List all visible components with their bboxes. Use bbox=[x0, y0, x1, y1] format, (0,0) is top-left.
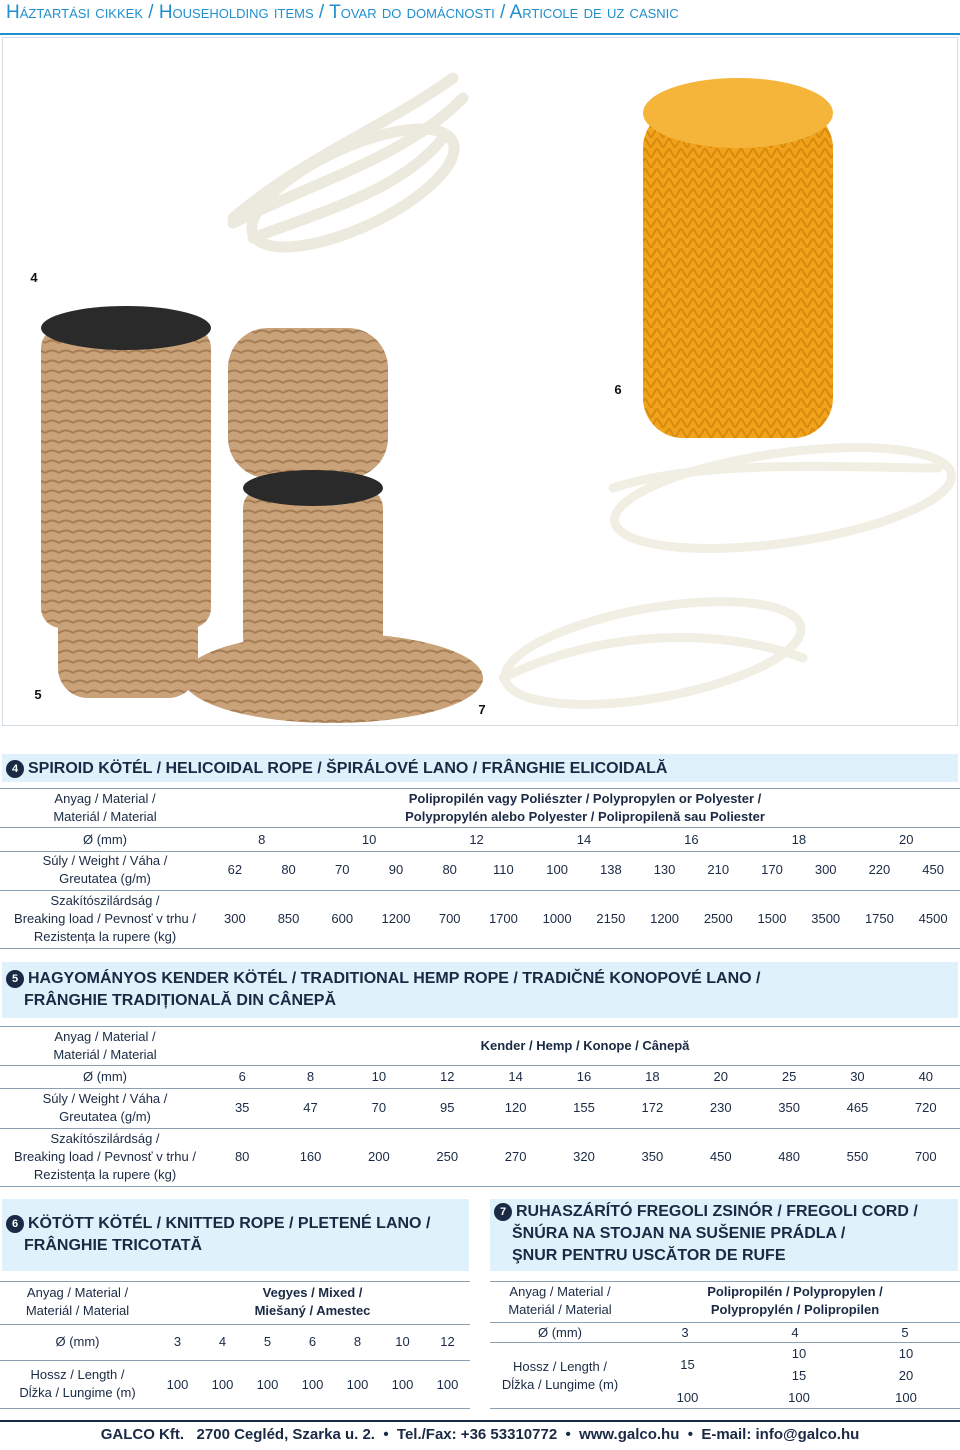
s4-material-line1: Polipropilén vagy Poliészter / Polypropylen or Polyester / bbox=[408, 791, 762, 806]
s4-load-cell: 1200 bbox=[381, 911, 411, 926]
s4-weight-cell: 80 bbox=[442, 862, 457, 877]
s4-weight-cell: 450 bbox=[922, 862, 944, 877]
s4-diameter-cell: 10 bbox=[361, 832, 377, 847]
section-7-number: 7 bbox=[494, 1203, 512, 1221]
s5-load-cell: 550 bbox=[846, 1149, 869, 1164]
s5-load-cell: 250 bbox=[436, 1149, 459, 1164]
s4-diameter-cell: 8 bbox=[258, 832, 266, 847]
photo-marker-5: 5 bbox=[27, 683, 49, 705]
section-5-rule-3 bbox=[0, 1128, 960, 1129]
s6-diameter-cell: 3 bbox=[173, 1334, 182, 1349]
section-4-rule-top bbox=[0, 788, 960, 789]
s6-diameter-cell: 12 bbox=[440, 1334, 455, 1349]
s5-diameter-cell: 40 bbox=[918, 1069, 934, 1084]
s4-weight-cell: 90 bbox=[388, 862, 404, 877]
section-6-title-line1: KÖTÖTT KÖTÉL / KNITTED ROPE / PLETENÉ LANO / bbox=[28, 1215, 431, 1232]
s6-length-label bbox=[0, 1366, 155, 1402]
s7-material-label-line2: Materiál / Material bbox=[508, 1302, 612, 1317]
section-6-rule-1 bbox=[0, 1324, 470, 1325]
s6-material-line1: Vegyes / Mixed / bbox=[262, 1285, 363, 1300]
section-7-rule-2 bbox=[490, 1342, 960, 1343]
section-4-rule-3 bbox=[0, 890, 960, 891]
s6-length-cell: 100 bbox=[301, 1377, 324, 1392]
s5-weight-cell: 720 bbox=[914, 1100, 937, 1115]
s4-load-cell: 1000 bbox=[542, 911, 572, 926]
s5-weight-cell: 120 bbox=[504, 1100, 527, 1115]
section-7-title-line3: ŞNUR PENTRU USCĂTOR DE RUFE bbox=[512, 1247, 786, 1264]
s4-load-cell: 850 bbox=[277, 911, 300, 926]
s6-material-label-line2: Materiál / Material bbox=[25, 1303, 130, 1318]
s4-weight-cell: 138 bbox=[600, 862, 622, 877]
s5-diameter-cell: 30 bbox=[850, 1069, 865, 1084]
s4-load-cell: 1750 bbox=[864, 911, 894, 926]
s4-weight-cell: 220 bbox=[868, 862, 891, 877]
s5-load-label bbox=[0, 1130, 210, 1184]
section-7-rule-bottom bbox=[490, 1408, 960, 1409]
yellow-rope-photo bbox=[643, 78, 833, 438]
photo-marker-6: 6 bbox=[607, 378, 629, 400]
s4-weight-label-line2: Greutatea (g/m) bbox=[59, 871, 151, 886]
section-5-rule-top bbox=[0, 1026, 960, 1027]
s4-diameter-cell: 14 bbox=[576, 832, 592, 847]
s6-diameter-cell: 4 bbox=[218, 1334, 227, 1349]
photo-marker-4: 4 bbox=[23, 266, 45, 288]
s7-length-3mm: 15 bbox=[680, 1357, 695, 1372]
s4-load-cell: 2500 bbox=[703, 911, 733, 926]
s5-weight-cell: 230 bbox=[709, 1100, 732, 1115]
s5-weight-cell: 70 bbox=[371, 1100, 387, 1115]
footer-phone: Tel./Fax: +36 53310772 bbox=[396, 1426, 558, 1443]
s4-material-label-line2: Materiál / Material bbox=[53, 809, 157, 824]
s5-load-label-line1: Szakítószilárdság / bbox=[50, 1131, 160, 1146]
header-rule bbox=[0, 33, 960, 35]
s4-diameter-cell: 16 bbox=[684, 832, 699, 847]
section-6-title-band bbox=[2, 1199, 469, 1271]
s4-load-cell: 3500 bbox=[811, 911, 841, 926]
s7-length-subcell: 15 bbox=[791, 1368, 807, 1383]
section-7-rule-1 bbox=[490, 1322, 960, 1323]
s7-length-subcell: 20 bbox=[898, 1368, 914, 1383]
s5-diameter-label: Ø (mm) bbox=[82, 1069, 128, 1084]
s5-diameter-cell: 14 bbox=[508, 1069, 523, 1084]
s6-diameter-cell: 10 bbox=[395, 1334, 410, 1349]
s6-material-line2: Miešaný / Amestec bbox=[254, 1303, 371, 1318]
s4-weight-label bbox=[0, 852, 210, 888]
s4-load-cell: 2150 bbox=[596, 911, 626, 926]
s5-diameter-cell: 16 bbox=[576, 1069, 592, 1084]
s5-diameter-cell: 6 bbox=[238, 1069, 246, 1084]
s4-material-line2: Polypropylén alebo Polyester / Polipropilenă sau Poliester bbox=[405, 809, 765, 824]
s5-weight-cell: 155 bbox=[573, 1100, 595, 1115]
s4-load-label-line2: Breaking load / Pevnosť v trhu / bbox=[14, 911, 196, 926]
s4-load-cell: 1500 bbox=[757, 911, 787, 926]
s5-diameter-cell: 25 bbox=[781, 1069, 797, 1084]
s6-diameter-cell: 8 bbox=[353, 1334, 362, 1349]
s4-weight-cell: 110 bbox=[493, 862, 514, 877]
s4-weight-cell: 70 bbox=[335, 862, 350, 877]
s7-material-label-line1: Anyag / Material / bbox=[509, 1284, 611, 1299]
s5-weight-cell: 465 bbox=[846, 1100, 869, 1115]
page-title: Háztartási cikkek / Householding items / Tovar do domácnosti / Articole de uz casnic bbox=[6, 2, 679, 23]
s6-diameter-cell: 5 bbox=[263, 1334, 272, 1349]
s5-diameter-cell: 10 bbox=[371, 1069, 387, 1084]
s6-material-label-line1: Anyag / Material / bbox=[26, 1285, 129, 1300]
s5-load-cell: 320 bbox=[573, 1149, 595, 1164]
section-5-rule-bottom bbox=[0, 1186, 960, 1187]
footer-contact: GALCO Kft. 2700 Cegléd, Szarka u. 2. • Tel./Fax: +36 53310772 • www.galco.hu • E-mail: info@galco.hu bbox=[100, 1426, 860, 1443]
s7-material-line2: Polypropylén / Polipropilen bbox=[710, 1302, 880, 1317]
s5-diameter-cell: 18 bbox=[645, 1069, 660, 1084]
s4-load-cell: 4500 bbox=[918, 911, 948, 926]
s4-load-label-line3: Rezistența la rupere (kg) bbox=[33, 929, 177, 944]
s5-weight-cell: 35 bbox=[234, 1100, 250, 1115]
section-4-rule-bottom bbox=[0, 948, 960, 949]
s5-diameter-cell: 8 bbox=[306, 1069, 315, 1084]
section-5-title-line2: FRÂNGHIE TRADIȚIONALĂ DIN CÂNEPĂ bbox=[24, 992, 336, 1009]
section-5-title-band bbox=[2, 962, 958, 1018]
s7-diameter-cell: 5 bbox=[901, 1325, 909, 1340]
section-4-number: 4 bbox=[6, 760, 24, 778]
s4-diameter-cell: 18 bbox=[791, 832, 807, 847]
s4-load-label bbox=[0, 892, 210, 946]
s7-length-subcell: 100 bbox=[788, 1390, 810, 1405]
s4-material-label bbox=[0, 790, 210, 826]
s5-diameter-cell: 20 bbox=[713, 1069, 728, 1084]
section-7-title-line2: ŠNÚRA NA STOJAN NA SUŠENIE PRÁDLA / bbox=[512, 1225, 846, 1242]
s5-load-cell: 700 bbox=[914, 1149, 937, 1164]
s7-length-label bbox=[490, 1358, 630, 1394]
s7-length-3mm-total: 100 bbox=[676, 1390, 699, 1405]
s4-load-cell: 1200 bbox=[650, 911, 680, 926]
s6-material-label bbox=[0, 1284, 155, 1320]
s5-diameter-cell: 12 bbox=[440, 1069, 455, 1084]
section-6-rule-top bbox=[0, 1281, 470, 1282]
s4-load-cell: 600 bbox=[331, 911, 354, 926]
section-6-title-line2: FRÂNGHIE TRICOTATĂ bbox=[24, 1237, 203, 1254]
s5-weight-label bbox=[0, 1090, 210, 1126]
product-photo-illustration bbox=[3, 38, 959, 727]
s5-load-cell: 450 bbox=[709, 1149, 732, 1164]
s7-diameter-label: Ø (mm) bbox=[537, 1325, 583, 1340]
s5-material-label-line1: Anyag / Material / bbox=[54, 1029, 156, 1044]
footer-rule bbox=[0, 1420, 960, 1422]
s4-material-label-line1: Anyag / Material / bbox=[54, 791, 156, 806]
section-4-title-band bbox=[2, 754, 958, 782]
s7-diameter-cell: 3 bbox=[681, 1325, 689, 1340]
s7-length-subcell: 10 bbox=[898, 1346, 914, 1361]
s4-weight-cell: 62 bbox=[227, 862, 243, 877]
s5-weight-label-line2: Greutatea (g/m) bbox=[59, 1109, 151, 1124]
s7-length-subcell: 10 bbox=[791, 1346, 807, 1361]
s4-weight-cell: 170 bbox=[761, 862, 783, 877]
section-5-number: 5 bbox=[6, 970, 24, 988]
s5-load-cell: 480 bbox=[778, 1149, 800, 1164]
s4-diameter-label: Ø (mm) bbox=[82, 832, 128, 847]
s7-length-label-line1: Hossz / Length / bbox=[513, 1359, 607, 1374]
s6-material-value bbox=[155, 1284, 470, 1320]
s5-load-label-line3: Rezistența la rupere (kg) bbox=[33, 1167, 177, 1182]
s5-load-cell: 160 bbox=[299, 1149, 322, 1164]
s6-length-cell: 100 bbox=[436, 1377, 459, 1392]
section-5-rule-2 bbox=[0, 1088, 960, 1089]
s5-load-cell: 80 bbox=[234, 1149, 250, 1164]
section-5-title-line1: HAGYOMÁNYOS KENDER KÖTÉL / TRADITIONAL HEMP ROPE / TRADIČNÉ KONOPOVÉ LANO / bbox=[28, 970, 761, 987]
section-6-number: 6 bbox=[6, 1215, 24, 1233]
white-rope-photo bbox=[233, 78, 470, 271]
s6-length-label-line2: Dĺžka / Lungime (m) bbox=[19, 1385, 136, 1400]
s4-diameter-cell: 12 bbox=[469, 832, 484, 847]
s4-weight-cell: 300 bbox=[814, 862, 837, 877]
section-6-rule-2 bbox=[0, 1360, 470, 1361]
product-photos bbox=[2, 37, 958, 726]
s4-material-value bbox=[210, 790, 960, 826]
s7-material-label bbox=[490, 1283, 630, 1319]
s5-weight-cell: 350 bbox=[778, 1100, 800, 1115]
s5-material-label bbox=[0, 1028, 210, 1064]
s5-weight-cell: 172 bbox=[641, 1100, 664, 1115]
s5-load-cell: 200 bbox=[368, 1149, 390, 1164]
s5-load-cell: 350 bbox=[641, 1149, 664, 1164]
s4-weight-cell: 100 bbox=[546, 862, 568, 877]
s5-load-label-line2: Breaking load / Pevnosť v trhu / bbox=[14, 1149, 196, 1164]
footer-website[interactable]: www.galco.hu bbox=[579, 1426, 680, 1443]
s4-load-label-line1: Szakítószilárdság / bbox=[50, 893, 160, 908]
s7-length-label-line2: Dĺžka / Lungime (m) bbox=[501, 1377, 619, 1392]
s4-weight-cell: 130 bbox=[653, 862, 676, 877]
s7-material-line1: Polipropilén / Polypropylen / bbox=[707, 1284, 883, 1299]
footer-address: 2700 Cegléd, Szarka u. 2. bbox=[196, 1426, 375, 1443]
s4-load-cell: 700 bbox=[438, 911, 461, 926]
s6-diameter-cell: 6 bbox=[308, 1334, 317, 1349]
section-4-title: SPIROID KÖTÉL / HELICOIDAL ROPE / ŠPIRÁLOVÉ LANO / FRÂNGHIE ELICOIDALĂ bbox=[28, 760, 668, 778]
s6-diameter-label: Ø (mm) bbox=[55, 1334, 100, 1349]
s7-diameter-cell: 4 bbox=[791, 1325, 799, 1340]
s7-length-subcell: 100 bbox=[895, 1390, 917, 1405]
section-4-rule-1 bbox=[0, 827, 960, 828]
s5-material-value: Kender / Hemp / Konope / Cânepă bbox=[480, 1038, 690, 1053]
s5-weight-cell: 47 bbox=[303, 1100, 318, 1115]
s6-length-cell: 100 bbox=[166, 1377, 189, 1392]
fregoli-cord-photo bbox=[497, 430, 957, 724]
s7-material-value bbox=[630, 1283, 960, 1319]
s5-weight-cell: 95 bbox=[440, 1100, 455, 1115]
s4-weight-label-line1: Súly / Weight / Váha / bbox=[42, 853, 168, 868]
s6-length-cell: 100 bbox=[256, 1377, 279, 1392]
s4-weight-cell: 210 bbox=[707, 862, 730, 877]
s5-weight-label-line1: Súly / Weight / Váha / bbox=[42, 1091, 168, 1106]
s5-load-cell: 270 bbox=[504, 1149, 527, 1164]
s6-length-cell: 100 bbox=[211, 1377, 234, 1392]
footer-email[interactable]: E-mail: info@galco.hu bbox=[701, 1426, 860, 1443]
section-6-rule-bottom bbox=[0, 1408, 470, 1409]
hemp-rope-photo bbox=[41, 306, 483, 723]
s4-weight-cell: 80 bbox=[281, 862, 296, 877]
photo-marker-7: 7 bbox=[471, 698, 493, 720]
s6-length-label-line1: Hossz / Length / bbox=[30, 1367, 125, 1382]
footer-company: GALCO Kft. bbox=[100, 1426, 185, 1443]
s6-length-cell: 100 bbox=[346, 1377, 369, 1392]
section-7-rule-top bbox=[490, 1281, 960, 1282]
s4-load-cell: 300 bbox=[224, 911, 246, 926]
s4-load-cell: 1700 bbox=[488, 911, 518, 926]
s4-diameter-cell: 20 bbox=[899, 832, 914, 847]
section-5-rule-1 bbox=[0, 1065, 960, 1066]
section-7-title-line1: RUHASZÁRÍTÓ FREGOLI ZSINÓR / FREGOLI CORD / bbox=[516, 1203, 918, 1220]
s5-material-label-line2: Materiál / Material bbox=[53, 1047, 157, 1062]
s6-length-cell: 100 bbox=[391, 1377, 414, 1392]
section-7-title-band bbox=[490, 1199, 958, 1271]
